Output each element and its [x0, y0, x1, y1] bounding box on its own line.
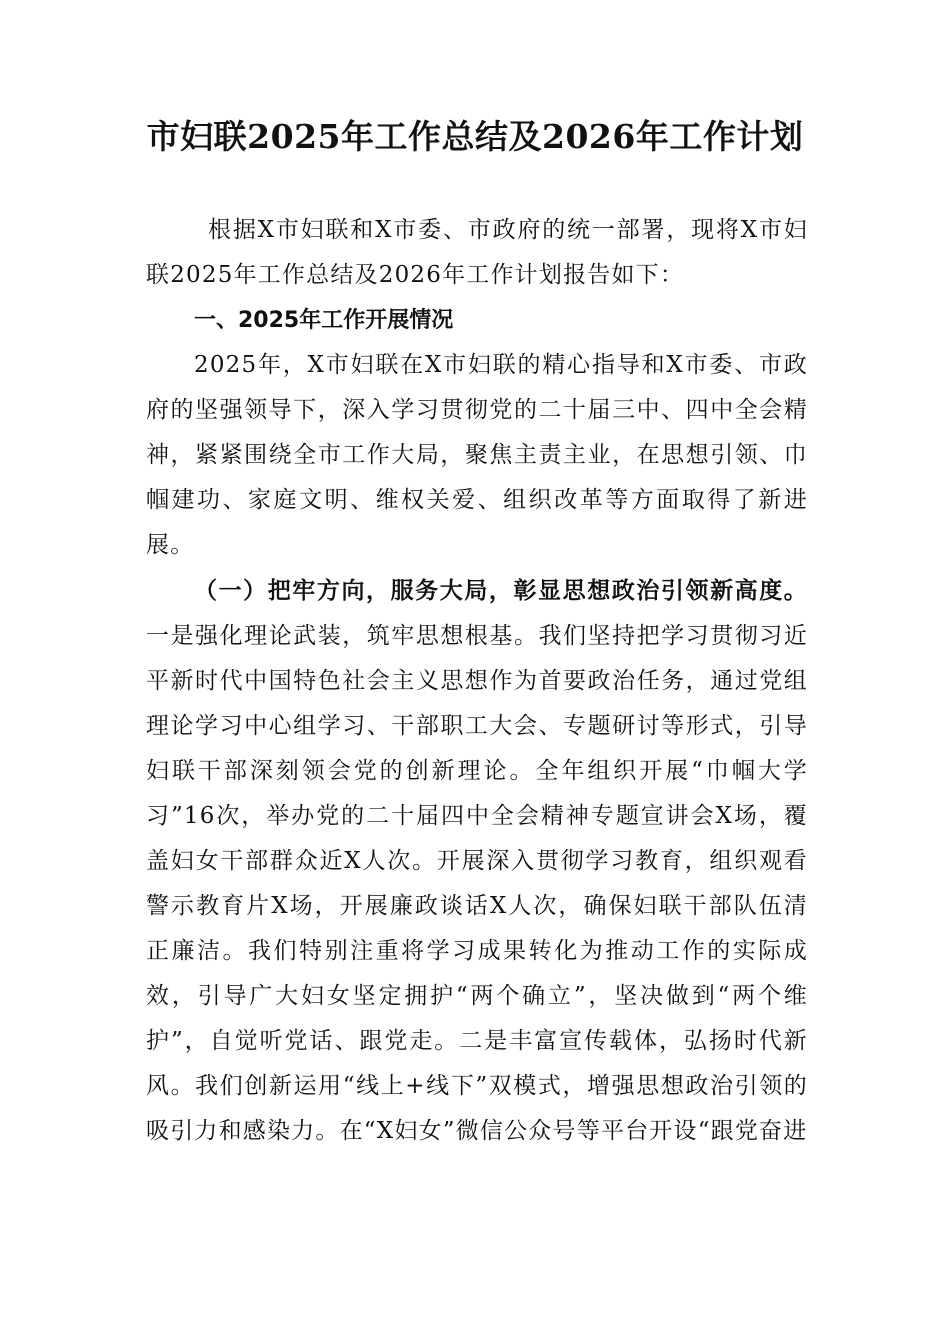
subsection-body: 一是强化理论武装，筑牢思想根基。我们坚持把学习贯彻习近平新时代中国特色社会主义思想作为首要政治任务，通过党组理论学习中心组学习、干部职工大会、专题研讨等形式，引导妇联干部深刻领会党的创新理论。全年组织开展“巾帼大学习”16次，举办党的二十届四中全会精神专题宣讲会X场，覆盖妇女干部群众近X人次。开展深入贯彻学习教育，组织观看警示教育片X场，开展廉政谈话X人次，确保妇联干部队伍清正廉洁。我们特别注重将学习成果转化为推动工作的实际成效，引导广大妇女坚定拥护“两个确立”，坚决做到“两个维护”，自觉听党话、跟党走。二是丰富宣传载体，弘扬时代新风。我们创新运用“线上+线下”双模式，增强思想政治引领的吸引力和感染力。在“X妇女”微信公众号等平台开设“跟党奋进 [146, 623, 808, 1144]
document-title: 市妇联2025年工作总结及2026年工作计划 [146, 117, 804, 156]
intro-paragraph: 根据X市妇联和X市委、市政府的统一部署，现将X市妇联2025年工作总结及2026年工作计划报告如下： [146, 217, 808, 288]
subsection-heading: （一）把牢方向，服务大局，彰显思想政治引领新高度。 [194, 577, 808, 604]
subsection-paragraph [146, 568, 808, 1154]
document-body [146, 208, 808, 1154]
section-heading: 一、2025年工作开展情况 [194, 308, 454, 333]
section-paragraph: 2025年，X市妇联在X市妇联的精心指导和X市委、市政府的坚强领导下，深入学习贯彻党的二十届三中、四中全会精神，紧紧围绕全市工作大局，聚焦主责主业，在思想引领、巾帼建功、家庭文明、维权关爱、组织改革等方面取得了新进展。 [146, 352, 808, 558]
